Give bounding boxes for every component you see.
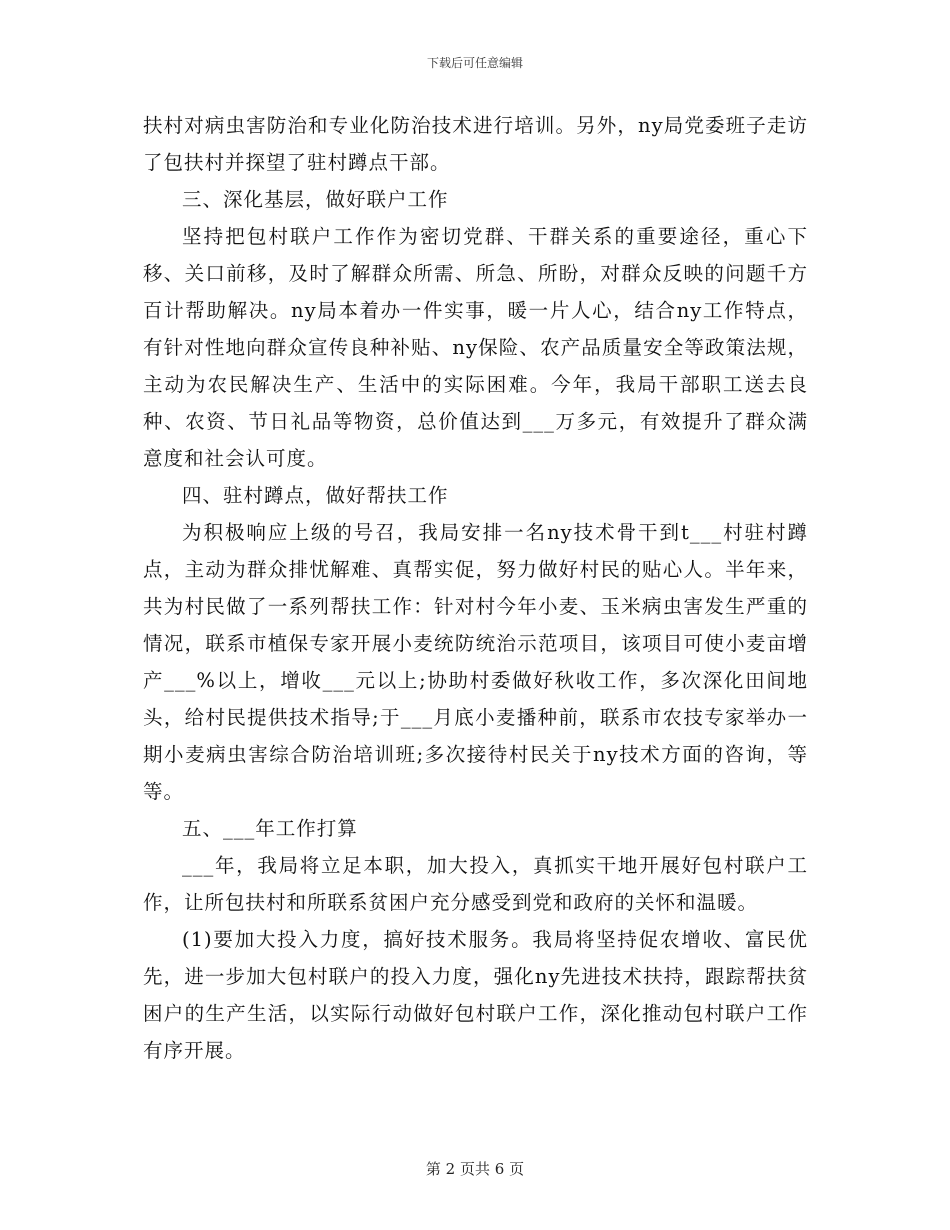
page-header-note: 下载后可任意编辑 — [426, 56, 523, 70]
document-body — [143, 107, 808, 1069]
section-heading-5: 五、___年工作打算 — [182, 817, 358, 840]
page-number: 第 2 页共 6 页 — [425, 1160, 525, 1178]
section-heading-3: 三、深化基层，做好联户工作 — [182, 188, 449, 211]
section-heading-4: 四、驻村蹲点，做好帮扶工作 — [182, 484, 449, 507]
paragraph-continuation: 扶村对病虫害防治和专业化防治技术进行培训。另外，ny局党委班子走访了包扶村并探望了驻村蹲点干部。 — [143, 114, 808, 174]
paragraph-section-3: 坚持把包村联户工作作为密切党群、干群关系的重要途径，重心下移、关口前移，及时了解群众所需、所急、所盼，对群众反映的问题千方百计帮助解决。ny局本着办一件实事，暖一片人心，结合ny工作特点，有针对性地向群众宣传良种补贴、ny保险、农产品质量安全等政策法规，主动为农民解决生产、生活中的实际困难。今年，我局干部职工送去良种、农资、节日礼品等物资，总价值达到___万多元，有效提升了群众满意度和社会认可度。 — [143, 225, 808, 470]
paragraph-section-4: 为积极响应上级的号召，我局安排一名ny技术骨干到t___村驻村蹲点，主动为群众排忧解难、真帮实促，努力做好村民的贴心人。半年来，共为村民做了一系列帮扶工作：针对村今年小麦、玉米病虫害发生严重的情况，联系市植保专家开展小麦统防统治示范项目，该项目可使小麦亩增产___%以上，增收___元以上;协助村委做好秋收工作，多次深化田间地头，给村民提供技术指导;于___月底小麦播种前，联系市农技专家举办一期小麦病虫害综合防治培训班;多次接待村民关于ny技术方面的咨询，等等。 — [143, 521, 808, 803]
paragraph-section-5: ___年，我局将立足本职，加大投入，真抓实干地开展好包村联户工作，让所包扶村和所联系贫困户充分感受到党和政府的关怀和温暖。 — [143, 854, 808, 914]
paragraph-item-1: (1)要加大投入力度，搞好技术服务。我局将坚持促农增收、富民优先，进一步加大包村联户的投入力度，强化ny先进技术扶持，跟踪帮扶贫困户的生产生活，以实际行动做好包村联户工作，深化推动包村联户工作有序开展。 — [143, 928, 808, 1062]
